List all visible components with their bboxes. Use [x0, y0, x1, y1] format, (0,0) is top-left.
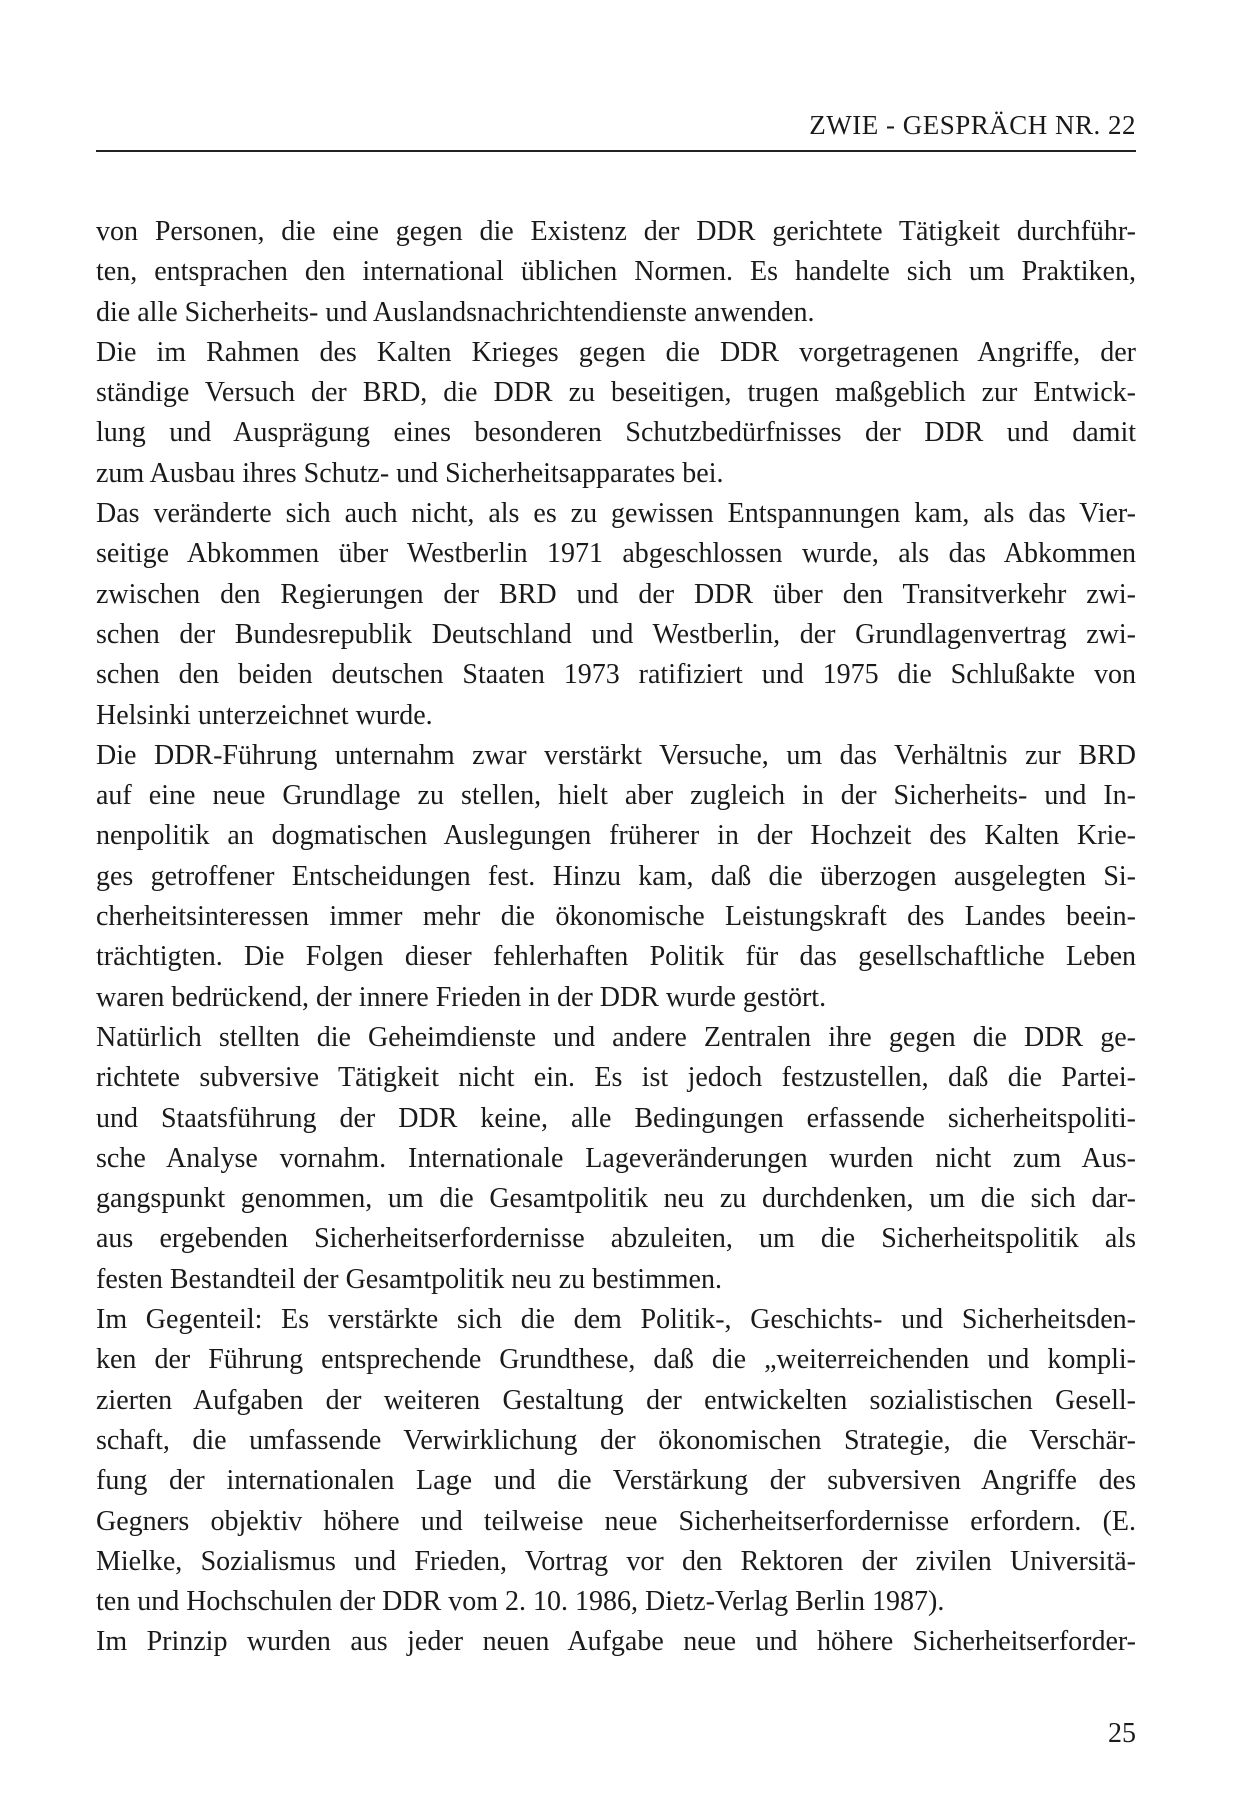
text-line: ten und Hochschulen der DDR vom 2. 10. 1986, Dietz-Verlag Berlin 1987). [96, 1586, 945, 1618]
running-header: ZWIE - GESPRÄCH NR. 22 [809, 110, 1136, 140]
text-line: schaft, die umfassende Verwirklichung der ökonomischen Strategie, die Verschär- [96, 1424, 1136, 1456]
text-line: Im Gegenteil: Es verstärkte sich die dem Politik-, Geschichts- und Sicherheitsden- [96, 1304, 1136, 1336]
text-line: nenpolitik an dogmatischen Auslegungen früherer in der Hochzeit des Kalten Krie- [96, 820, 1136, 852]
text-line: ges getroffener Entscheidungen fest. Hinzu kam, daß die überzogen ausgelegten Si- [96, 860, 1136, 892]
text-line: Im Prinzip wurden aus jeder neuen Aufgabe neue und höhere Sicherheitserforder- [96, 1626, 1136, 1658]
header-rule [96, 150, 1136, 152]
text-line: cherheitsinteressen immer mehr die ökonomische Leistungskraft des Landes beein- [96, 901, 1136, 933]
text-line: von Personen, die eine gegen die Existenz der DDR gerichtete Tätigkeit durchführ- [96, 216, 1136, 247]
text-line: sche Analyse vornahm. Internationale Lageveränderungen wurden nicht zum Aus- [96, 1142, 1136, 1174]
page-number: 25 [1108, 1718, 1136, 1749]
text-line: Die DDR-Führung unternahm zwar verstärkt Versuche, um das Verhältnis zur BRD [96, 739, 1136, 771]
text-line: und Staatsführung der DDR keine, alle Bedingungen erfassende sicherheitspoliti- [96, 1102, 1136, 1134]
text-line: festen Bestandteil der Gesamtpolitik neu zu bestimmen. [96, 1263, 722, 1295]
text-line: Das veränderte sich auch nicht, als es zu gewissen Entspannungen kam, als das Vier- [96, 498, 1136, 530]
text-line: lung und Ausprägung eines besonderen Schutzbedürfnisses der DDR und damit [96, 417, 1136, 449]
text-line: Mielke, Sozialismus und Frieden, Vortrag vor den Rektoren der zivilen Universitä- [96, 1545, 1136, 1577]
body-text [96, 212, 1136, 1663]
text-line: fung der internationalen Lage und die Verstärkung der subversiven Angriffe des [96, 1465, 1136, 1497]
text-line: zwischen den Regierungen der BRD und der DDR über den Transitverkehr zwi- [96, 578, 1136, 610]
text-line: die alle Sicherheits- und Auslandsnachrichtendienste anwenden. [96, 296, 815, 328]
text-line: ständige Versuch der BRD, die DDR zu beseitigen, trugen maßgeblich zur Entwick- [96, 377, 1136, 409]
text-line: gangspunkt genommen, um die Gesamtpolitik neu zu durchdenken, um die sich dar- [96, 1183, 1136, 1215]
text-line: Die im Rahmen des Kalten Krieges gegen die DDR vorgetragenen Angriffe, der [96, 336, 1136, 368]
text-line: richtete subversive Tätigkeit nicht ein. Es ist jedoch festzustellen, daß die Partei- [96, 1062, 1136, 1094]
text-line: waren bedrückend, der innere Frieden in der DDR wurde gestört. [96, 981, 827, 1013]
text-line: seitige Abkommen über Westberlin 1971 abgeschlossen wurde, als das Abkommen [96, 538, 1136, 570]
text-line: Gegners objektiv höhere und teilweise neue Sicherheitserfordernisse erfordern. (E. [96, 1505, 1136, 1537]
text-line: schen den beiden deutschen Staaten 1973 ratifiziert und 1975 die Schlußakte von [96, 659, 1136, 691]
text-line: trächtigten. Die Folgen dieser fehlerhaften Politik für das gesellschaftliche Leben [96, 941, 1136, 973]
text-line: ten, entsprachen den international üblichen Normen. Es handelte sich um Praktiken, [96, 256, 1136, 288]
text-line: aus ergebenden Sicherheitserfordernisse abzuleiten, um die Sicherheitspolitik als [96, 1223, 1136, 1255]
text-line: zierten Aufgaben der weiteren Gestaltung der entwickelten sozialistischen Gesell- [96, 1384, 1136, 1416]
text-line: auf eine neue Grundlage zu stellen, hielt aber zugleich in der Sicherheits- und In- [96, 780, 1136, 812]
text-line: schen der Bundesrepublik Deutschland und Westberlin, der Grundlagenvertrag zwi- [96, 618, 1136, 650]
text-line: Natürlich stellten die Geheimdienste und andere Zentralen ihre gegen die DDR ge- [96, 1021, 1136, 1053]
text-line: Helsinki unterzeichnet wurde. [96, 699, 433, 731]
text-line: zum Ausbau ihres Schutz- und Sicherheitsapparates bei. [96, 457, 724, 489]
text-line: ken der Führung entsprechende Grundthese, daß die „weiterreichenden und kompli- [96, 1344, 1136, 1376]
